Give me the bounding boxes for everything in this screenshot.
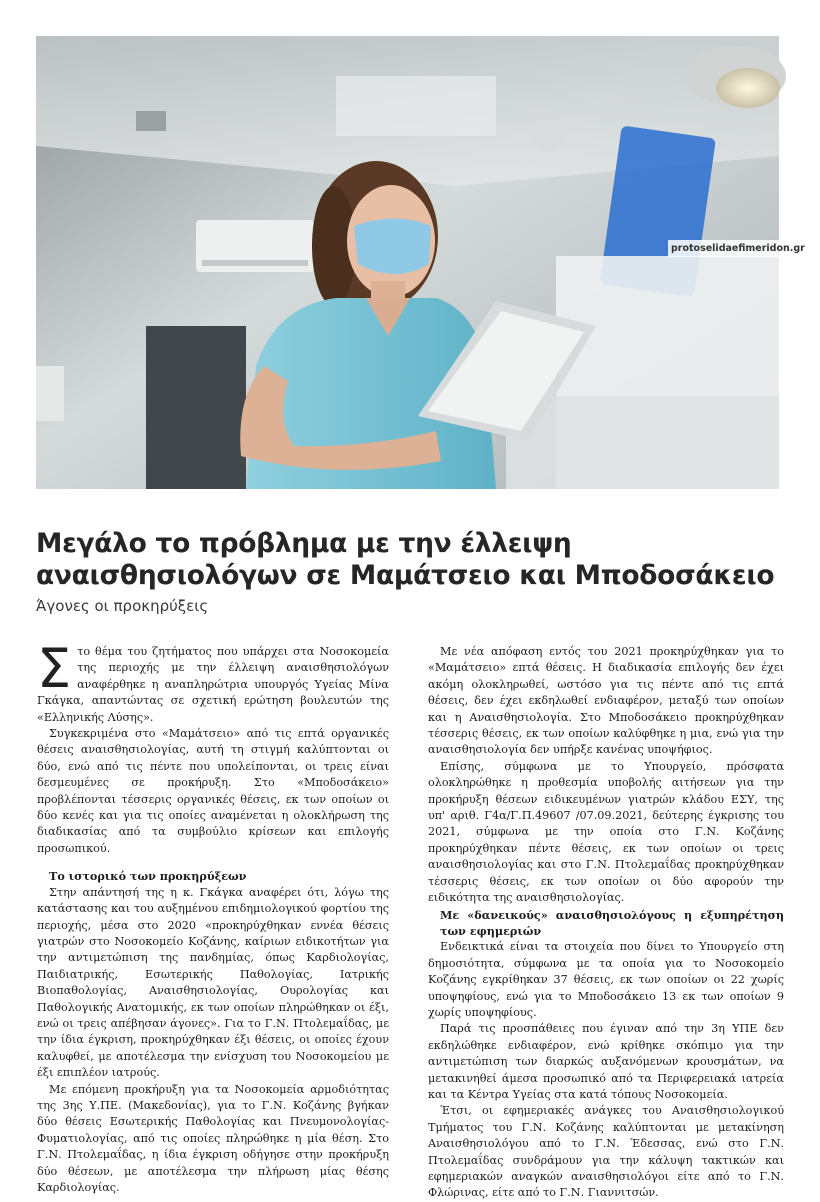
article-subtitle: Άγονες οι προκηρύξεις	[36, 597, 209, 615]
headline-line-2: αναισθησιολόγων σε Μαμάτσειο και Μποδοσάκειο	[36, 560, 775, 591]
paragraph: Στην απάντησή της η κ. Γκάγκα αναφέρει ότι, λόγω της κατάστασης και του αυξημένου επιδημιολογικού φορτίου της περιοχής, μέσα στο 2020 «προκηρύχθηκαν εννέα θέσεις γιατρών στο Νοσοκομείο Κοζάνης, καίριων ειδικοτήτων για την αντιμετώπιση της πανδημίας, όπως Καρδιολογίας, Παιδιατρικής, Εσωτερικής Παθολογίας, Ιατρικής Βιοπαθολογίας, Αναισθησιολογίας, Ουρολογίας και Παθολογικής Ανατομικής, εκ των οποίων πληρώθηκαν οι έξι, ενώ οι τρεις απέβησαν άγονες». Για το Γ.Ν. Πτολεμαΐδας, με την ίδια έγκριση, προκηρύχθηκαν έξι θέσεις, οι οποίες έχουν καλυφθεί, με αποτέλεσμα την ενίσχυση του Νοσοκομείου με έξι επιπλέον ιατρούς.	[37, 885, 389, 1080]
photo-watermark: protoselidaefimeridon.gr	[668, 240, 808, 257]
paragraph: Παρά τις προσπάθειες που έγιναν από την 3η ΥΠΕ δεν εκδηλώθηκε ενδιαφέρον, ενώ κρίθηκε σκόπιμο για την αντιμετώπιση των διαρκώς αυξανόμενων κρουσμάτων, να μετακινηθεί άμεσα προσωπικό από τα Περιφερειακά ιατρεία και τα Κέντρα Υγείας στα κατά τόπους Νοσοκομεία.	[428, 1022, 784, 1101]
article-column-left	[37, 637, 389, 1196]
paragraph: Συγκεκριμένα στο «Μαμάτσειο» από τις επτά οργανικές θέσεις αναισθησιολογίας, αυτή τη στιγμή καλύπτονται οι δύο, ενώ από τις πέντε που υπολείπονται, οι τρεις είναι δεσμευμένες σε προκήρυξη. Στο «Μποδοσάκειο» προβλέπονται τέσσερις οργανικές θέσεις, εκ των οποίων οι δύο κενές και για τις οποίες αναμένεται η ολοκλήρωση της διαδικασίας από τα συμβούλιο κρίσεων και επιλογής προσωπικού.	[37, 727, 389, 855]
article-headline	[36, 528, 796, 592]
paragraph: Ενδεικτικά είναι τα στοιχεία που δίνει το Υπουργείο στη δημοσιότητα, σύμφωνα με τα οποία για το Νοσοκομείο Κοζάνης εγκρίθηκαν 37 θέσεις, εκ των οποίων οι 22 χωρίς υποψηφίους, ενώ για το Μποδοσάκειο 13 εκ των οποίων 9 χωρίς υποψηφίους.	[428, 940, 784, 1019]
paragraph: Έτσι, οι εφημεριακές ανάγκες του Αναισθησιολογικού Τμήματος του Γ.Ν. Κοζάνης καλύπτονται με μετακίνηση Αναισθησιολόγου από το Γ.Ν. Έδεσσας, ενώ στο Γ.Ν. Πτολεμαΐδας συνδράμουν για την κάλυψη τακτικών και εφημεριακών αναγκών αναισθησιολόγοι είτε από το Γ.Ν. Φλώρινας, είτε από το Γ.Ν. Γιαννιτσών.	[428, 1104, 784, 1200]
section-heading: Το ιστορικό των προκηρύξεων	[49, 869, 247, 884]
paragraph	[37, 637, 389, 726]
article-photo	[36, 36, 805, 489]
article-column-right	[428, 644, 784, 1202]
dropcap: Σ	[37, 637, 72, 700]
paragraph-text: το θέμα του ζητήματος που υπάρχει στα Νοσοκομεία της περιοχής με την έλλειψη αναισθησιολόγων αναφέρθηκε η αναπληρώτρια υπουργός Υγείας Μίνα Γκάγκα, απαντώντας σε σχετική ερώτηση βουλευτών της «Ελληνικής Λύσης».	[37, 645, 389, 724]
section-heading: Με «δανεικούς» αναισθησιολόγους η εξυπηρέτηση των εφημεριών	[440, 907, 784, 938]
paragraph: Με νέα απόφαση εντός του 2021 προκηρύχθηκαν για το «Μαμάτσειο» επτά θέσεις. Η διαδικασία επιλογής δεν έχει ακόμη ολοκληρωθεί, ωστόσο για τις πέντε από τις επτά θέσεις, δεν έχει εκδηλωθεί ενδιαφέρον, μεταξύ των οποίων και η Αναισθησιολογία. Στο Μποδοσάκειο προκηρύχθηκαν τέσσερις θέσεις, εκ των οποίων καλύφθηκε η μια, ενώ για την αναισθησιολογία δεν υπήρξε κανένας υποψήφιος.	[428, 645, 784, 757]
paragraph: Επίσης, σύμφωνα με το Υπουργείο, πρόσφατα ολοκληρώθηκε η προθεσμία υποβολής αιτήσεων για την προκήρυξη θέσεων ειδικευμένων γιατρών κλάδου ΕΣΥ, της υπ' αριθ. Γ4α/Γ.Π.49607 /07.09.2021, δεύτερης έγκρισης του 2021, σύμφωνα με την οποία στο Γ.Ν. Κοζάνης προκηρύχθηκαν πέντε θέσεις, εκ των οποίων οι τρεις αναισθησιολογίας και στο Γ.Ν. Πτολεμαΐδας προκηρύχθηκαν τέσσερις θέσεις, εκ των οποίων οι δύο αφορούν την ειδικότητα της αναισθησιολογίας.	[428, 759, 784, 905]
paragraph: Με επόμενη προκήρυξη για τα Νοσοκομεία αρμοδιότητας της 3ης Υ.ΠΕ. (Μακεδονίας), για το Γ.Ν. Κοζάνης βγήκαν δύο θέσεις Εσωτερικής Παθολογίας και Πνευμονολογίας- Φυματιολογίας, από τις οποίες πληρώθηκε η μία θέση. Στο Γ.Ν. Πτολεμαΐδας, η ίδια έγκριση οδήγησε στην προκήρυξη δύο θέσεων, με αποτέλεσμα την πλήρωση μίας θέσης Καρδιολογίας.	[37, 1082, 389, 1194]
headline-line-1: Μεγάλο το πρόβλημα με την έλλειψη	[36, 528, 572, 559]
photo-nurse-tablet-icon	[36, 36, 779, 489]
